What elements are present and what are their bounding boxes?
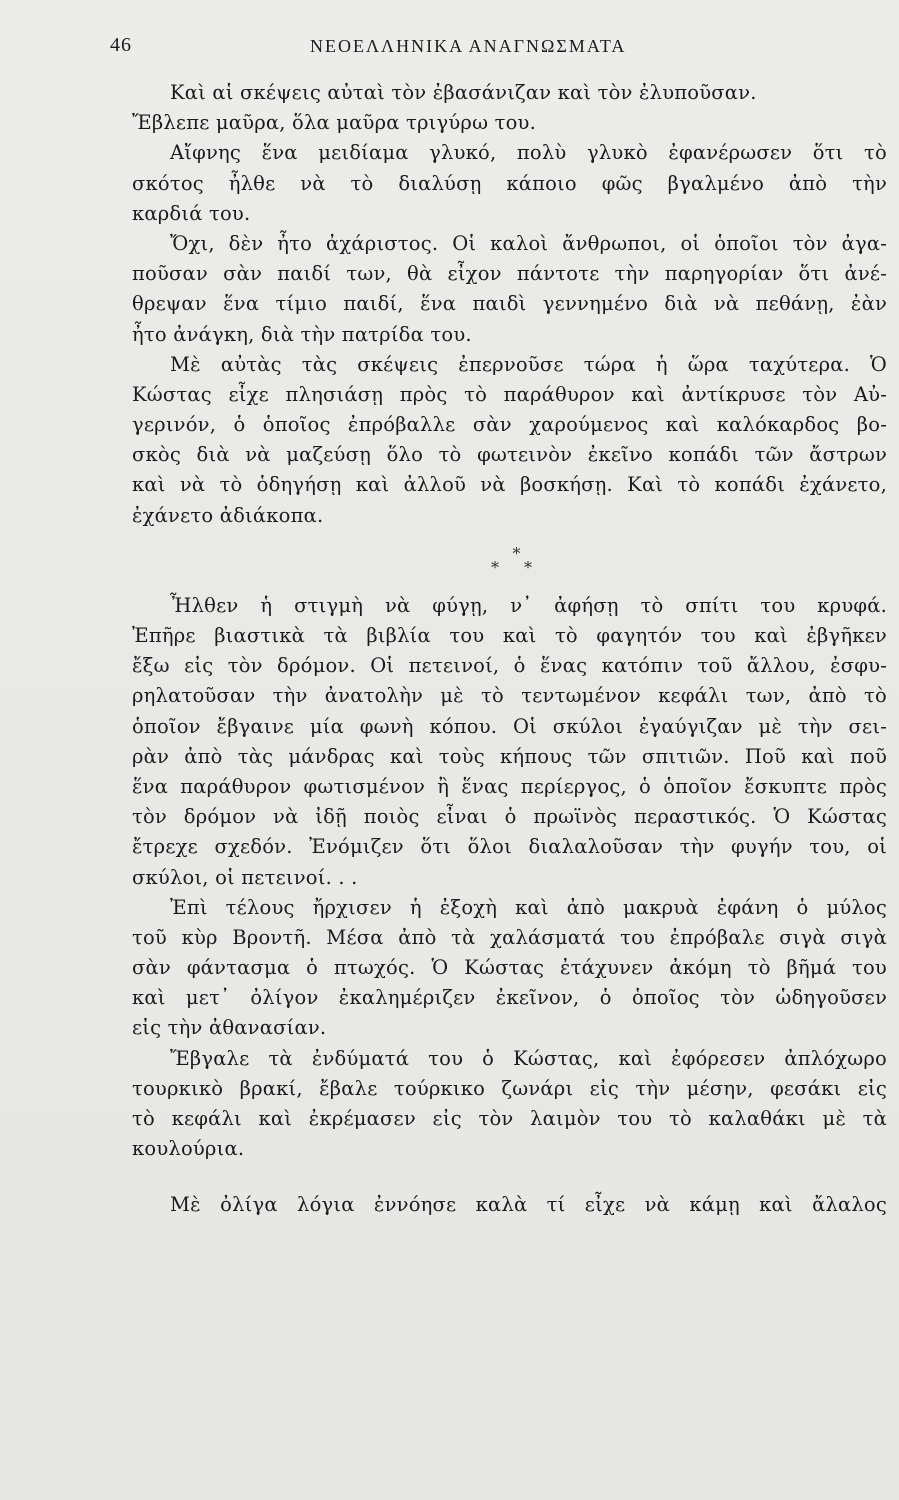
- text-line: ρὰν ἀπὸ τὰς μάνδρας καὶ τοὺς κήπους τῶν σπιτιῶν. Ποῦ καὶ ποῦ: [132, 744, 887, 768]
- text-line: Μὲ αὐτὰς τὰς σκέψεις ἐπερνοῦσε τώρα ἡ ὥρα ταχύτερα. Ὁ: [170, 352, 887, 376]
- text-line: γερινόν, ὁ ὁποῖος ἐπρόβαλλε σὰν χαρούμενος καὶ καλόκαρδος βο-: [132, 413, 887, 437]
- text-line: ἔξω εἰς τὸν δρόμον. Οἱ πετεινοί, ὁ ἕνας κατόπιν τοῦ ἄλλου, ἐσφυ-: [132, 654, 887, 678]
- text-line: εἰς τὴν ἀθανασίαν.: [132, 1016, 327, 1040]
- text-line: Αἴφνης ἕνα μειδίαμα γλυκό, πολὺ γλυκὸ ἐφανέρωσεν ὅτι τὸ: [170, 141, 887, 165]
- text-line: ποῦσαν σὰν παιδί των, θὰ εἶχον πάντοτε τὴν παρηγορίαν ὅτι ἀνέ-: [132, 262, 887, 286]
- text-line: τὸ κεφάλι καὶ ἐκρέμασεν εἰς τὸν λαιμὸν του τὸ καλαθάκι μὲ τὰ: [132, 1107, 887, 1130]
- running-title: ΝΕΟΕΛΛΗΝΙΚΑ ΑΝΑΓΝΩΣΜΑΤΑ: [310, 36, 627, 56]
- text-line: Καὶ αἱ σκέψεις αὐταὶ τὸν ἐβασάνιζαν καὶ τὸν ἐλυποῦσαν.: [170, 81, 757, 104]
- text-line: καρδιά του.: [132, 201, 251, 225]
- text-line: Ἔβγαλε τὰ ἐνδύματά του ὁ Κώστας, καὶ ἐφόρεσεν ἀπλόχωρο: [170, 1046, 887, 1070]
- text-line: σκύλοι, οἱ πετεινοί. . .: [132, 865, 358, 889]
- body-text: [132, 78, 887, 1221]
- text-line: ἕνα παράθυρον φωτισμένον ἢ ἕνας περίεργος, ὁ ὁποῖον ἔσκυπτε πρὸς: [132, 774, 887, 798]
- text-line: τὸν δρόμον νὰ ἰδῇ ποιὸς εἶναι ὁ πρωϊνὸς περαστικός. Ὁ Κώστας: [132, 805, 887, 829]
- text-line: τουρκικὸ βρακί, ἔβαλε τούρκικο ζωνάρι εἰς τὴν μέσην, φεσάκι εἰς: [132, 1076, 887, 1100]
- text-line: ὁποῖον ἔβγαινε μία φωνὴ κόπου. Οἱ σκύλοι ἐγαύγιζαν μὲ τὴν σει-: [132, 714, 887, 738]
- text-line: σκὸς διὰ νὰ μαζεύσῃ ὅλο τὸ φωτεινὸν ἐκεῖνο κοπάδι τῶν ἄστρων: [132, 443, 887, 467]
- text-line: Ἦλθεν ἡ στιγμὴ νὰ φύγῃ, ν᾿ ἀφήσῃ τὸ σπίτι του κρυφά.: [170, 593, 887, 617]
- text-line: κουλούρια.: [132, 1137, 245, 1161]
- section-break-asterism: [132, 531, 887, 591]
- paragraph-spacer: [132, 1164, 887, 1190]
- text-line: Ἐπὶ τέλους ἤρχισεν ἡ ἐξοχὴ καὶ ἀπὸ μακρυὰ ἐφάνη ὁ μύλος: [170, 895, 887, 919]
- text-line: Ἔβλεπε μαῦρα, ὅλα μαῦρα τριγύρω του.: [132, 111, 536, 135]
- text-line: ἔτρεχε σχεδόν. Ἐνόμιζεν ὅτι ὅλοι διαλαλοῦσαν τὴν φυγήν του, οἱ: [132, 835, 887, 859]
- text-line: σκότος ἦλθε νὰ τὸ διαλύσῃ κάποιο φῶς βγαλμένο ἀπὸ τὴν: [132, 171, 887, 195]
- text-line: ρηλατοῦσαν τὴν ἀνατολὴν μὲ τὸ τεντωμένον κεφάλι των, ἀπὸ τὸ: [132, 684, 887, 708]
- text-line: θρεψαν ἕνα τίμιο παιδί, ἕνα παιδὶ γεννημένο διὰ νὰ πεθάνῃ, ἐὰν: [132, 292, 887, 316]
- text-line: ἦτο ἀνάγκη, διὰ τὴν πατρίδα του.: [132, 322, 472, 346]
- text-line: Ὄχι, δὲν ἦτο ἀχάριστος. Οἱ καλοὶ ἄνθρωποι, οἱ ὁποῖοι τὸν ἀγα-: [170, 231, 887, 255]
- text-line: καὶ μετ᾿ ὀλίγον ἐκαλημέριζεν ἐκεῖνον, ὁ ὁποῖος τὸν ὡδηγοῦσεν: [132, 986, 887, 1010]
- text-line: Μὲ ὀλίγα λόγια ἐννόησε καλὰ τί εἶχε νὰ κάμῃ καὶ ἄλαλος: [170, 1193, 887, 1217]
- text-line: σὰν φάντασμα ὁ πτωχός. Ὁ Κώστας ἐτάχυνεν ἀκόμη τὸ βῆμά του: [132, 956, 887, 980]
- text-line: Ἐπῆρε βιαστικὰ τὰ βιβλία του καὶ τὸ φαγητόν του καὶ ἐβγῆκεν: [132, 624, 887, 647]
- asterism-top: *: [512, 543, 521, 563]
- text-line: καὶ νὰ τὸ ὁδηγήσῃ καὶ ἀλλοῦ νὰ βοσκήσῃ. Καὶ τὸ κοπάδι ἐχάνετο,: [132, 473, 887, 497]
- text-line: τοῦ κὺρ Βροντῆ. Μέσα ἀπὸ τὰ χαλάσματά του ἐπρόβαλε σιγὰ σιγὰ: [132, 925, 887, 949]
- page-number: 46: [110, 34, 132, 56]
- text-line: Κώστας εἶχε πλησιάσῃ πρὸς τὸ παράθυρον καὶ ἀντίκρυσε τὸν Αὐ-: [132, 382, 887, 406]
- asterism-bottom: * *: [490, 557, 543, 577]
- text-line: ἐχάνετο ἀδιάκοπα.: [132, 503, 324, 527]
- page-header: [110, 34, 739, 64]
